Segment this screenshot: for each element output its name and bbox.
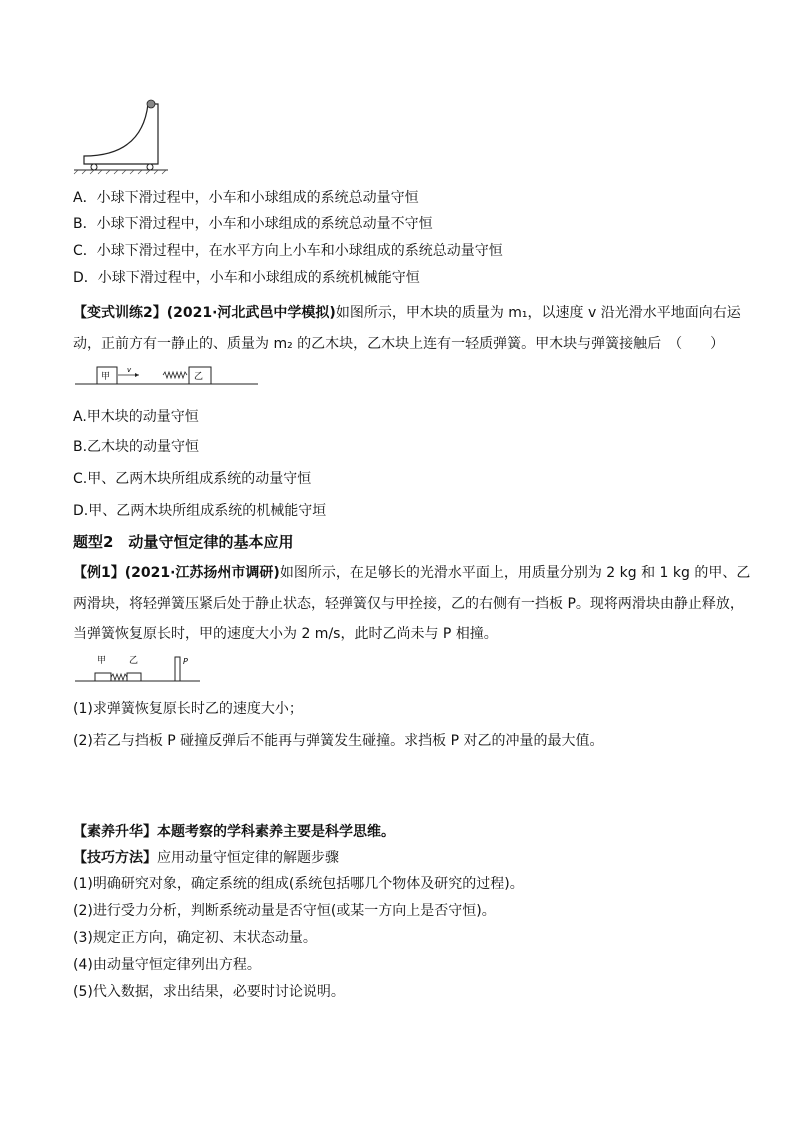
example1-text1: 如图所示，在足够长的光滑水平面上，用质量分别为 2 kg 和 1 kg 的甲、乙	[279, 565, 751, 581]
wheel-left	[91, 164, 97, 170]
variant2-source: (2021·河北武邑中学模拟)	[166, 305, 336, 321]
velocity-label: v	[127, 366, 132, 374]
block-a-label: 甲	[101, 372, 111, 382]
variant2-option-d: D.甲、乙两木块所组成系统的机械能守垣	[73, 503, 327, 519]
literacy-tag: 【素养升华】	[73, 824, 157, 840]
method-step-2: (2)进行受力分析，判断系统动量是否守恒(或某一方向上是否守恒)。	[73, 903, 496, 919]
literacy-text: 本题考察的学科素养主要是科学思维。	[157, 824, 395, 840]
variant2-text1: 如图所示，甲木块的质量为 m₁，以速度 v 沿光滑水平地面向右运	[335, 305, 741, 321]
method-tag: 【技巧方法】	[73, 850, 157, 866]
q1-option-b: B．小球下滑过程中，小车和小球组成的系统总动量不守恒	[73, 216, 433, 232]
variant2-option-c: C.甲、乙两木块所组成系统的动量守恒	[73, 471, 312, 487]
blocks-board-figure	[75, 653, 205, 689]
block-b	[127, 673, 141, 681]
example1-tag: 【例1】	[73, 565, 125, 581]
block-a-label: 甲	[97, 656, 107, 666]
method-step-1: (1)明确研究对象，确定系统的组成(系统包括哪几个物体及研究的过程)。	[73, 876, 524, 892]
example1-stem-line3: 当弹簧恢复原长时，甲的速度大小为 2 m/s，此时乙尚未与 P 相撞。	[73, 626, 498, 642]
block-b-label: 乙	[194, 372, 204, 382]
ball	[147, 100, 155, 108]
example1-stem-line2: 两滑块，将轻弹簧压紧后处于静止状态，轻弹簧仅与甲拴接，乙的右侧有一挡板 P。现将两滑块由静止释放，	[73, 596, 744, 612]
literacy-line	[73, 822, 395, 842]
example1-q2: (2)若乙与挡板 P 碰撞反弹后不能再与弹簧发生碰撞。求挡板 P 对乙的冲量的最大值。	[73, 733, 604, 749]
method-line	[73, 848, 339, 868]
block-b-label: 乙	[129, 656, 139, 666]
variant2-stem-line1	[73, 303, 741, 323]
variant2-tag: 【变式训练2】	[73, 305, 167, 321]
variant2-option-a: A.甲木块的动量守恒	[73, 409, 199, 425]
block-a	[95, 673, 111, 681]
cart-body	[84, 104, 158, 164]
board-p-label: P	[183, 657, 188, 666]
method-step-4: (4)由动量守恒定律列出方程。	[73, 957, 261, 973]
example1-q1: (1)求弹簧恢复原长时乙的速度大小；	[73, 701, 303, 717]
spring	[163, 372, 187, 378]
example1-stem-line1	[73, 563, 750, 583]
example1-source: (2021·江苏扬州市调研)	[124, 565, 280, 581]
blocks-spring-figure	[75, 364, 260, 392]
spring	[111, 674, 127, 680]
method-text: 应用动量守恒定律的解题步骤	[157, 850, 339, 866]
method-step-5: (5)代入数据，求出结果，必要时讨论说明。	[73, 984, 345, 1000]
variant2-option-b: B.乙木块的动量守恒	[73, 439, 200, 455]
ground-hatch	[74, 170, 166, 174]
method-step-3: (3)规定正方向，确定初、末状态动量。	[73, 930, 317, 946]
q1-option-a: A．小球下滑过程中，小车和小球组成的系统总动量守恒	[73, 190, 419, 206]
board-p	[175, 657, 180, 681]
type2-heading: 题型2 动量守恒定律的基本应用	[73, 533, 294, 551]
wheel-right	[147, 164, 153, 170]
cart-ball-figure	[72, 96, 172, 176]
variant2-stem-line2: 动，正前方有一静止的、质量为 m₂ 的乙木块，乙木块上连有一轻质弹簧。甲木块与弹簧接触后 （ ）	[73, 336, 725, 352]
q1-option-d: D．小球下滑过程中，小车和小球组成的系统机械能守恒	[73, 270, 420, 286]
q1-option-c: C．小球下滑过程中，在水平方向上小车和小球组成的系统总动量守恒	[73, 243, 503, 259]
